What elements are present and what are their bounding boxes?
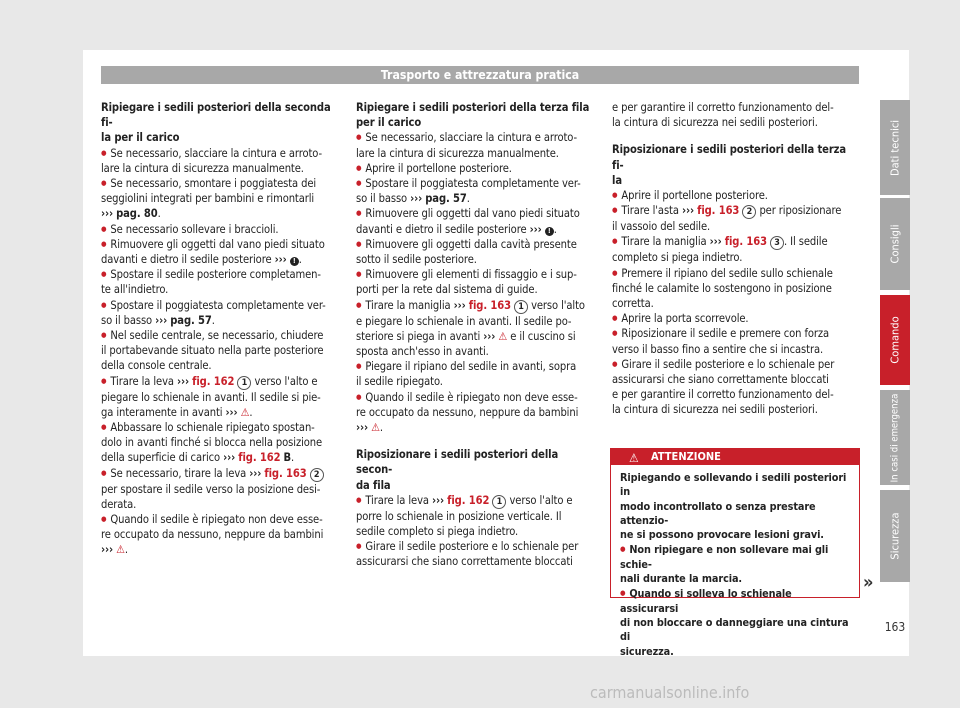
step: ● Se necessario, slacciare la cintura e arroto-	[356, 130, 596, 145]
step: ● Se necessario, tirare la leva ››› fig. 163 2	[101, 466, 341, 482]
callout-number: 1	[514, 300, 528, 314]
step-cont: piegare lo schienale in avanti. Il sedile si pie-	[101, 390, 321, 404]
step-cont: sotto il sedile posteriore.	[356, 253, 477, 267]
step-cont: della superficie di carico ››› fig. 162 B.	[101, 451, 295, 465]
step: ● Rimuovere gli oggetti dalla cavità presente	[356, 237, 596, 252]
callout-number: 3	[770, 236, 784, 250]
step-cont: assicurarsi che siano correttamente bloccati	[612, 373, 829, 387]
attention-title: ATTENZIONE	[651, 450, 721, 463]
figure-ref-link[interactable]: fig. 162	[192, 374, 235, 388]
step: ● Se necessario sollevare i braccioli.	[101, 222, 341, 237]
attention-text: ne si possono provocare lesioni gravi.	[620, 528, 824, 542]
attention-box	[610, 448, 860, 658]
step-cont: il portabevande situato nella parte posteriore	[101, 344, 324, 358]
step: ● Spostare il poggiatesta completamente ver-	[356, 176, 596, 191]
step-cont: porti per la rete dal sistema di guide.	[356, 283, 538, 297]
step: ● Aprire il portellone posteriore.	[612, 188, 852, 203]
step: ● Se necessario, smontare i poggiatesta dei	[101, 176, 341, 191]
step: ● Premere il ripiano del sedile sullo schienale	[612, 266, 852, 281]
attention-text: Ripiegando e sollevando i sedili posteriori in	[620, 471, 847, 499]
paragraph: e per garantire il corretto funzionamento del-	[612, 101, 834, 114]
step: ● Aprire la porta scorrevole.	[612, 311, 852, 326]
callout-number: 2	[742, 205, 756, 219]
figure-ref-link[interactable]: fig. 163	[724, 235, 767, 249]
step-cont: lare la cintura di sicurezza manualmente.	[356, 146, 559, 160]
step: ● Tirare la leva ››› fig. 162 1 verso l'alto e	[101, 374, 341, 390]
step-cont: seggiolini integrati per bambini e rimontarli	[101, 192, 315, 206]
tab-emergenza[interactable]: In casi di emergenza	[880, 390, 910, 485]
heading: la per il carico	[101, 131, 180, 145]
step-cont: re occupato da nessuno, neppure da bambini	[101, 528, 324, 542]
tab-sicurezza[interactable]: Sicurezza	[880, 490, 910, 582]
figure-ref-link[interactable]: fig. 163	[697, 204, 740, 218]
step-cont: verso il basso fino a sentire che si incastra.	[612, 342, 824, 356]
tab-dati-tecnici[interactable]: Dati tecnici	[880, 100, 910, 195]
tab-comando[interactable]: Comando	[880, 295, 910, 385]
step-cont: corretta.	[612, 297, 654, 311]
heading: Ripiegare i sedili posteriori della terza fila	[356, 101, 590, 114]
step-cont: per spostare il sedile verso la posizione desi-	[101, 482, 321, 496]
step-cont: e per garantire il corretto funzionamento del-	[612, 388, 834, 402]
step-cont: sposta anch'esso in avanti.	[356, 345, 489, 359]
step-cont: la cintura di sicurezza nei sedili posteriori.	[612, 403, 818, 417]
warning-icon: ⚠	[498, 329, 508, 343]
step: ● Riposizionare il sedile e premere con forza	[612, 326, 852, 341]
heading: la	[612, 173, 622, 187]
page-ref-link[interactable]: pag. 57	[170, 313, 212, 327]
callout-number: 1	[237, 376, 251, 390]
heading: per il carico	[356, 116, 422, 130]
figure-ref-link[interactable]: fig. 162	[238, 451, 281, 465]
heading: da fila	[356, 478, 391, 492]
step-cont: e piegare lo schienale in avanti. Il sedile po-	[356, 314, 572, 328]
step-cont: assicurarsi che siano correttamente bloccati	[356, 555, 573, 569]
heading: Riposizionare i sedili posteriori della terza fi-	[612, 143, 846, 172]
step: ● Abbassare lo schienale ripiegato spostan-	[101, 420, 341, 435]
step: ● Spostare il sedile posteriore completamen-	[101, 267, 341, 282]
step: ● Tirare la leva ››› fig. 162 1 verso l'alto e	[356, 493, 596, 509]
step-cont: so il basso ››› pag. 57.	[101, 313, 215, 327]
page-ref-link[interactable]: pag. 57	[425, 192, 467, 206]
step-cont: derata.	[101, 497, 137, 511]
step-cont: il sedile ripiegato.	[356, 375, 443, 389]
step-cont: ››› ⚠.	[356, 421, 383, 435]
step: ● Quando il sedile è ripiegato non deve esse-	[101, 512, 341, 527]
step: ● Rimuovere gli oggetti dal vano piedi situato	[101, 237, 341, 252]
step-cont: dolo in avanti finché si blocca nella posizione	[101, 436, 323, 450]
step-cont: so il basso ››› pag. 57.	[356, 192, 470, 206]
info-icon: !	[290, 257, 299, 266]
step-cont: ››› pag. 80.	[101, 207, 161, 221]
column-1	[101, 100, 341, 558]
step-cont: davanti e dietro il sedile posteriore ››› ! .	[101, 253, 302, 267]
attention-body	[611, 465, 859, 665]
step-cont: ››› ⚠.	[101, 543, 128, 557]
step: ● Girare il sedile posteriore e lo schienale per	[356, 539, 596, 554]
section-header: Trasporto e attrezzatura pratica	[101, 66, 859, 84]
step-cont: ga interamente in avanti ››› ⚠.	[101, 405, 253, 419]
tab-consigli[interactable]: Consigli	[880, 198, 910, 290]
heading: Riposizionare i sedili posteriori della secon-	[356, 448, 559, 477]
column-3	[612, 100, 852, 418]
step-cont: il vassoio del sedile.	[612, 220, 711, 234]
step: ● Se necessario, slacciare la cintura e arroto-	[101, 146, 341, 161]
step-cont: davanti e dietro il sedile posteriore ››› ! .	[356, 222, 557, 236]
warning-icon: ⚠	[116, 543, 125, 557]
step-cont: finché le calamite lo sostengono in posizione	[612, 281, 832, 295]
figure-ref-link[interactable]: fig. 163	[468, 298, 511, 312]
step: ● Rimuovere gli oggetti dal vano piedi situato	[356, 206, 596, 221]
attention-header	[611, 449, 859, 465]
warning-icon: ⚠	[629, 451, 639, 465]
step-cont: te all'indietro.	[101, 283, 169, 297]
info-icon: !	[545, 227, 554, 236]
step: ● Girare il sedile posteriore e lo schienale per	[612, 357, 852, 372]
step-cont: sedile completo si piega indietro.	[356, 525, 519, 539]
warning-icon: ⚠	[240, 405, 250, 419]
figure-ref-link[interactable]: fig. 163	[264, 466, 307, 480]
attention-text: nali durante la marcia.	[620, 572, 743, 586]
attention-text: modo incontrollato o senza prestare attenzio-	[620, 499, 816, 527]
continue-arrow-icon: »	[863, 572, 874, 593]
callout-number: 1	[492, 495, 506, 509]
attention-text: sicurezza.	[620, 644, 674, 658]
step: ● Tirare la maniglia ››› fig. 163 3 . Il sedile	[612, 234, 852, 250]
figure-ref-link[interactable]: fig. 162	[447, 493, 490, 507]
step: ● Nel sedile centrale, se necessario, chiudere	[101, 328, 341, 343]
column-2	[356, 100, 596, 570]
step: ● Tirare l'asta ››› fig. 163 2 per riposizionare	[612, 203, 852, 219]
step: ● Spostare il poggiatesta completamente ver-	[101, 298, 341, 313]
step-cont: lare la cintura di sicurezza manualmente.	[101, 161, 304, 175]
heading: Ripiegare i sedili posteriori della seconda fi-	[101, 101, 331, 130]
step-cont: steriore si piega in avanti ››› ⚠ e il cuscino si	[356, 329, 576, 343]
page-ref-link[interactable]: pag. 80	[116, 207, 158, 221]
step: ● Piegare il ripiano del sedile in avanti, sopra	[356, 359, 596, 374]
step: ● Quando il sedile è ripiegato non deve esse-	[356, 390, 596, 405]
step: ● Tirare la maniglia ››› fig. 163 1 verso l'alto	[356, 298, 596, 314]
step-cont: della console centrale.	[101, 359, 212, 373]
warning-icon: ⚠	[371, 421, 380, 435]
step-cont: re occupato da nessuno, neppure da bambini	[356, 405, 579, 419]
step: ● Aprire il portellone posteriore.	[356, 161, 596, 176]
attention-bullet: ● Quando si solleva lo schienale assicurarsi	[620, 586, 850, 616]
attention-bullet: ● Non ripiegare e non sollevare mai gli schie-	[620, 542, 850, 572]
page-number: 163	[884, 620, 906, 634]
callout-number: 2	[310, 468, 324, 482]
attention-text: di non bloccare o danneggiare una cintura di	[620, 615, 849, 644]
step-cont: porre lo schienale in posizione verticale. Il	[356, 509, 562, 523]
step: ● Rimuovere gli elementi di fissaggio e i sup-	[356, 267, 596, 282]
paragraph: la cintura di sicurezza nei sedili posteriori.	[612, 116, 818, 130]
watermark: carmanualsonline.info	[590, 683, 750, 702]
step-cont: completo si piega indietro.	[612, 251, 743, 265]
